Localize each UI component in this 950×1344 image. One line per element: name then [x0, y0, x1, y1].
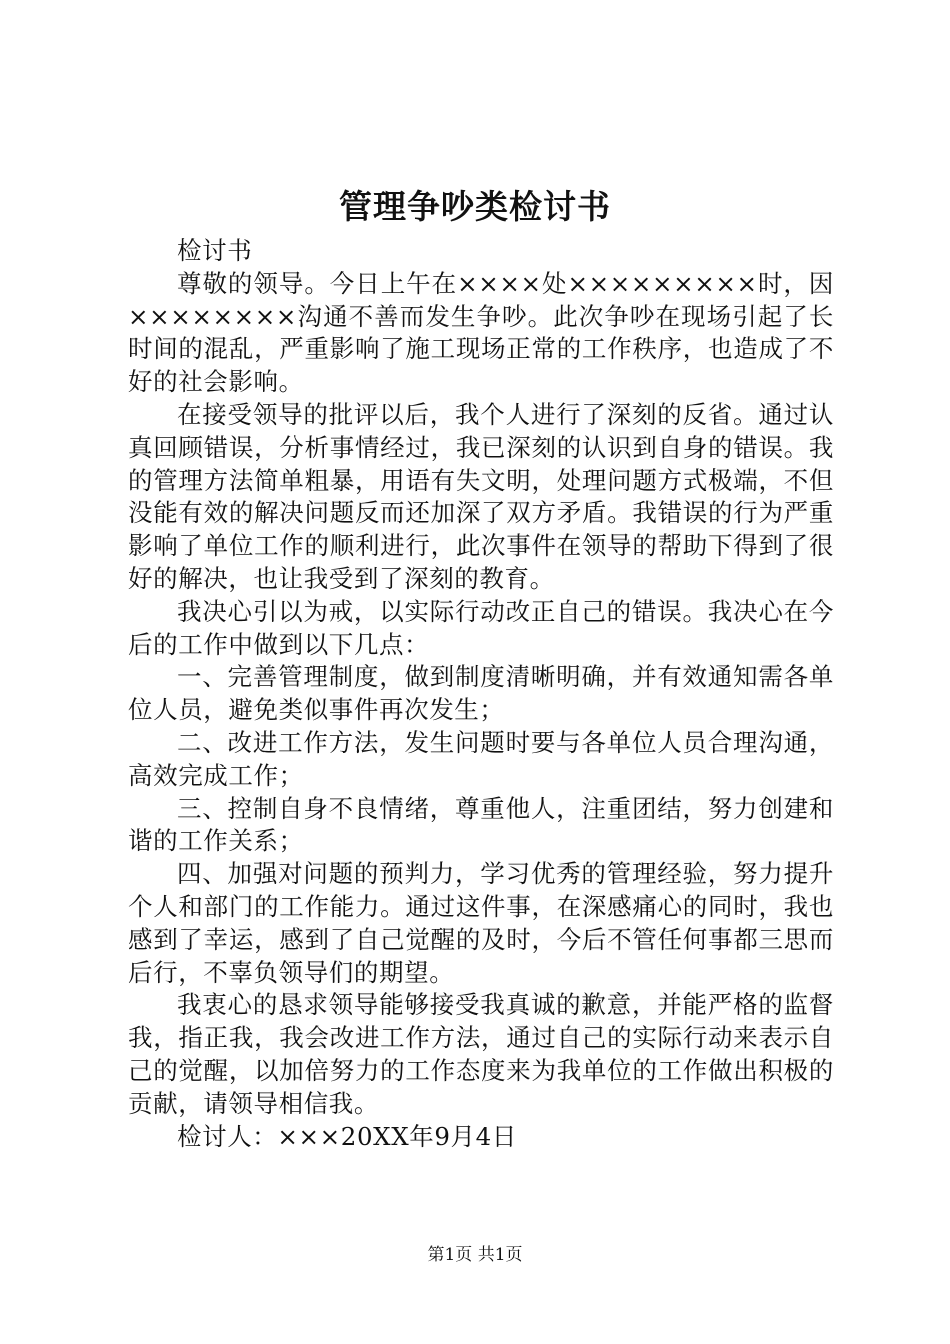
- paragraph-heading: 检讨书: [177, 236, 253, 265]
- page-footer: 第1页 共1页: [427, 1245, 523, 1265]
- paragraph-reflection: 在接受领导的批评以后，我个人进行了深刻的反省。通过认真回顾错误，分析事情经过，我已深刻的认识到自身的错误。我的管理方法简单粗暴，用语有失文明，处理问题方式极端，不但没能有效的解决问题反而还加深了双方矛盾。我错误的行为严重影响了单位工作的顺利进行，此次事件在领导的帮助下得到了很好的解决，也让我受到了深刻的教育。: [128, 399, 834, 593]
- paragraph-point-3: 三、控制自身不良情绪，尊重他人，注重团结，努力创建和谐的工作关系；: [128, 793, 834, 856]
- document-body: [128, 235, 834, 1153]
- paragraph-point-2: 二、改进工作方法，发生问题时要与各单位人员合理沟通，高效完成工作；: [128, 727, 834, 790]
- paragraph-signature: 检讨人：×××20XX年9月4日: [177, 1121, 517, 1151]
- paragraph-point-4: 四、加强对问题的预判力，学习优秀的管理经验，努力提升个人和部门的工作能力。通过这件事，在深感痛心的同时，我也感到了幸运，感到了自己觉醒的及时，今后不管任何事都三思而后行，不辜负领导们的期望。: [128, 859, 834, 987]
- paragraph-closing: 我衷心的恳求领导能够接受我真诚的歉意，并能严格的监督我，指正我，我会改进工作方法，通过自己的实际行动来表示自己的觉醒，以加倍努力的工作态度来为我单位的工作做出积极的贡献，请领导相信我。: [128, 990, 834, 1118]
- paragraph-greeting: 尊敬的领导。今日上午在××××处×××××××××时，因××××××××沟通不善而发生争吵。此次争吵在现场引起了长时间的混乱，严重影响了施工现场正常的工作秩序，也造成了不好的社会影响。: [128, 268, 834, 397]
- paragraph-resolution: 我决心引以为戒，以实际行动改正自己的错误。我决心在今后的工作中做到以下几点：: [128, 596, 834, 659]
- paragraph-point-1: 一、完善管理制度，做到制度清晰明确，并有效通知需各单位人员，避免类似事件再次发生；: [128, 662, 834, 725]
- document-title: 管理争吵类检讨书: [339, 187, 611, 226]
